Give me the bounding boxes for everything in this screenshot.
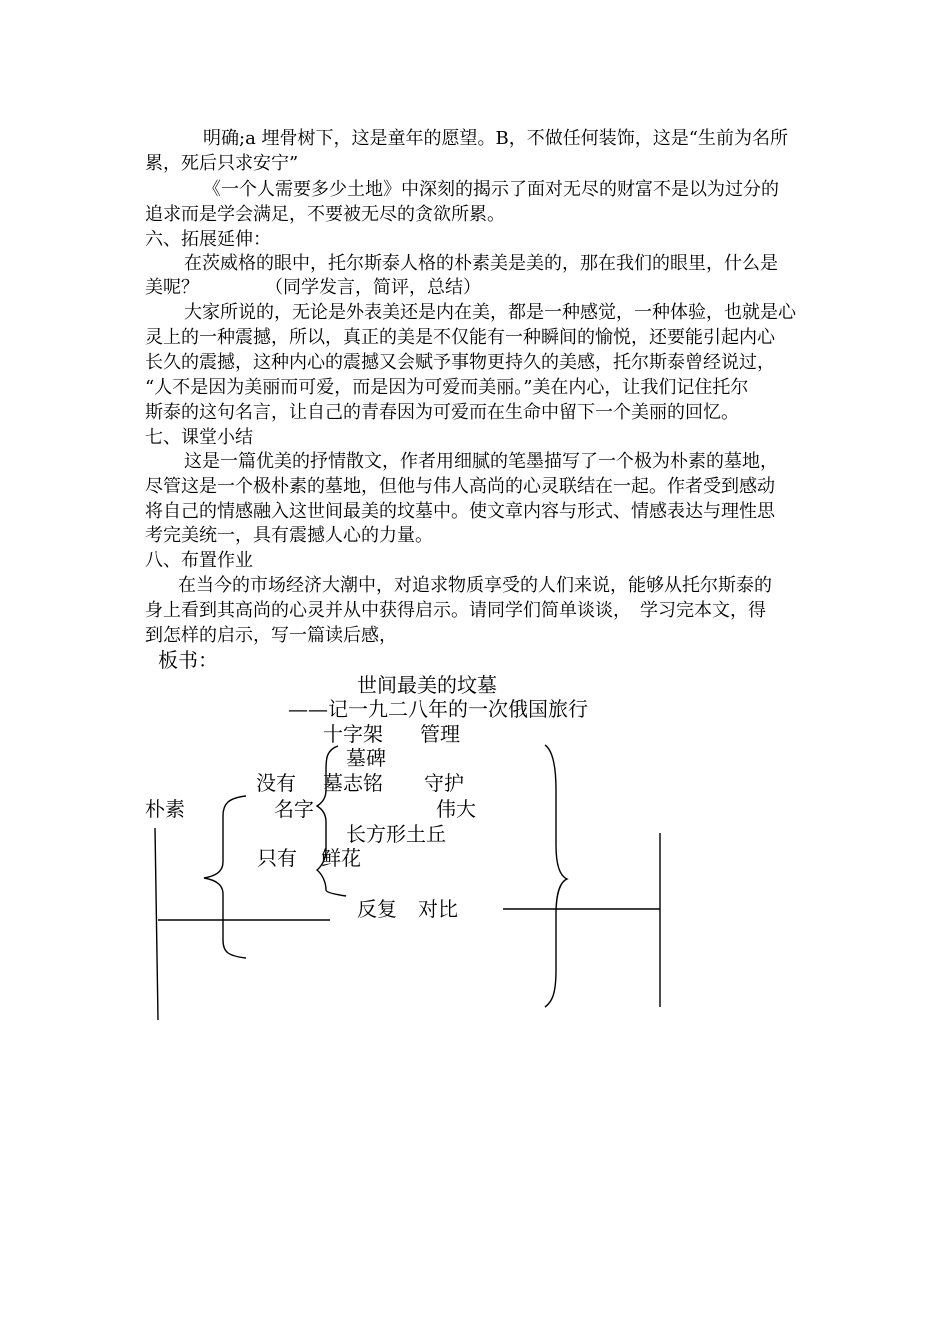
section6-p1-note: （同学发言，简评，总结） xyxy=(265,277,481,298)
board-cross: 十字架 xyxy=(323,722,383,746)
board-guard: 守护 xyxy=(424,771,464,795)
section6-heading: 六、拓展延伸： xyxy=(145,229,271,250)
board-tombstone: 墓碑 xyxy=(346,746,386,770)
section7-line2: 尽管这是一个极朴素的墓地，但他与伟人高尚的心灵联结在一起。作者受到感动 xyxy=(145,476,775,497)
section6-p2-line2: 灵上的一种震撼，所以，真正的美是不仅能有一种瞬间的愉悦，还要能引起内心 xyxy=(145,327,775,348)
left-vertical-line xyxy=(155,828,158,1020)
right-large-brace xyxy=(545,745,567,1007)
para2-line2: 追求而是学会满足，不要被无尽的贪欲所累。 xyxy=(145,204,505,225)
board-subtitle: ——记一九二八年的一次俄国旅行 xyxy=(288,697,588,721)
board-title: 世间最美的坟墓 xyxy=(357,673,497,697)
board-label: 板书： xyxy=(158,648,218,672)
section6-p2-line4: “人不是因为美丽而可爱，而是因为可爱而美丽。”美在内心，让我们记住托尔 xyxy=(145,377,749,398)
para1-line1: 明确;a 埋骨树下，这是童年的愿望。B，不做任何装饰，这是“生前为名所 xyxy=(203,128,788,149)
board-repeat: 反复 xyxy=(357,897,397,921)
board-manage: 管理 xyxy=(420,722,460,746)
section8-line2: 身上看到其高尚的心灵并从中获得启示。请同学们简单谈谈， 学习完本文，得 xyxy=(145,600,766,621)
board-flowers: 鲜花 xyxy=(321,846,361,870)
section6-p2-line5: 斯泰的这句名言，让自己的青春因为可爱而在生命中留下一个美丽的回忆。 xyxy=(145,402,739,423)
section7-line1: 这是一篇优美的抒情散文，作者用细腻的笔墨描写了一个极为朴素的墓地， xyxy=(184,451,778,472)
inner-small-brace xyxy=(317,746,346,896)
board-great: 伟大 xyxy=(436,797,476,821)
section6-p2-line3: 长久的震撼，这种内心的震撼又会赋予事物更持久的美感，托尔斯泰曾经说过， xyxy=(145,352,775,373)
section8-line3: 到怎样的启示，写一篇读后感， xyxy=(145,625,397,646)
board-contrast: 对比 xyxy=(418,897,458,921)
board-epitaph: 墓志铭 xyxy=(323,771,383,795)
left-large-brace xyxy=(204,796,246,958)
section6-p1-line1: 在茨威格的眼中，托尔斯泰人格的朴素美是美的，那在我们的眼里，什么是 xyxy=(184,253,778,274)
section6-p2-line1: 大家所说的，无论是外表美还是内在美，都是一种感觉，一种体验，也就是心 xyxy=(184,302,796,323)
section8-heading: 八、布置作业 xyxy=(145,550,253,571)
board-none: 没有 xyxy=(256,771,296,795)
para2-line1: 《一个人需要多少土地》中深刻的揭示了面对无尽的财富不是以为过分的 xyxy=(203,179,779,200)
board-name: 名字 xyxy=(274,797,314,821)
board-mound: 长方形土丘 xyxy=(346,822,446,846)
section7-line4: 考完美统一，具有震撼人心的力量。 xyxy=(145,525,433,546)
section7-heading: 七、课堂小结 xyxy=(145,427,253,448)
board-simple: 朴素 xyxy=(145,797,185,821)
section6-p1-line2: 美呢？ xyxy=(145,277,199,298)
section8-line1: 在当今的市场经济大潮中，对追求物质享受的人们来说，能够从托尔斯泰的 xyxy=(178,575,772,596)
board-only: 只有 xyxy=(257,846,297,870)
section7-line3: 将自己的情感融入这世间最美的坟墓中。使文章内容与形式、情感表达与理性思 xyxy=(145,501,775,522)
para1-line2: 累，死后只求安宁” xyxy=(145,153,299,174)
